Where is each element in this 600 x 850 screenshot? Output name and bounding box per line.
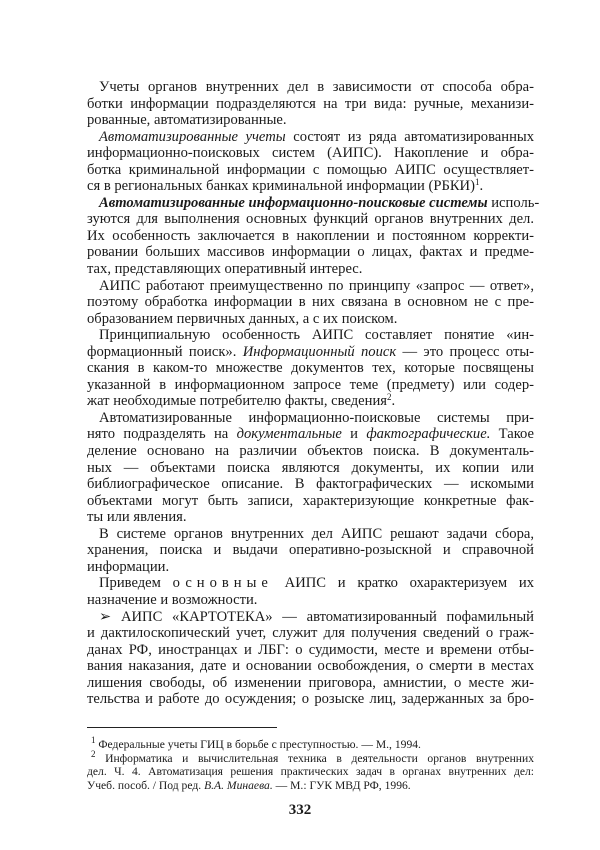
text-line xyxy=(87,460,534,477)
text-line xyxy=(87,327,534,344)
text-segment: ботки информации подразделяются на три вида: ручные, механизи- xyxy=(87,95,534,112)
text-segment: Их особенность заключается в накоплении и постоянном корректи- xyxy=(87,227,534,244)
text-segment: Информационный поиск xyxy=(242,343,397,360)
text-segment: Приведем xyxy=(99,575,173,592)
text-segment: Автоматизированные информационно-поисковые системы при- xyxy=(99,409,534,426)
text-segment: состоят из ряда автоматизированных xyxy=(285,128,535,145)
text-segment: информации. xyxy=(87,558,170,575)
text-line xyxy=(87,609,534,626)
text-line xyxy=(87,162,534,179)
text-line xyxy=(87,559,534,576)
text-segment: — М.: ГУК МВД РФ, 1996. xyxy=(272,778,411,792)
text-segment: нято подразделять на xyxy=(87,426,237,443)
text-line xyxy=(87,509,534,526)
text-segment: и дактилоскопический учет, служит для получения сведений о граж- xyxy=(87,625,534,642)
text-segment: . xyxy=(391,393,396,410)
text-segment: ровании больших массивов информации о лицах, фактах и предме- xyxy=(87,244,534,261)
text-line xyxy=(87,625,534,642)
paragraph xyxy=(87,278,534,328)
footnote xyxy=(87,748,534,793)
text-line xyxy=(87,228,534,245)
text-line xyxy=(87,112,534,129)
text-segment: указанной в информационном запросе теме (предмету) или содер- xyxy=(87,376,534,393)
text-segment: данах РФ, иностранцах и ЛБГ: о судимости, месте и времени отбы- xyxy=(87,641,534,658)
text-line xyxy=(87,779,534,793)
text-segment: В.А. Минаева. xyxy=(204,778,273,792)
paragraph xyxy=(87,609,534,708)
text-line xyxy=(87,311,534,328)
text-line xyxy=(87,542,534,559)
text-segment: ных — объектами поиска являются документы, их копии или xyxy=(87,459,534,476)
text-segment: ➢ АИПС «КАРТОТЕКА» — автоматизированный пофамильный xyxy=(99,608,534,625)
text-line xyxy=(87,575,534,592)
text-segment: лишения свободы, об изменении приговора, амнистии, о месте жи- xyxy=(87,674,534,691)
text-line xyxy=(87,642,534,659)
text-segment: В системе органов внутренних дел АИПС решают задачи сбора, xyxy=(99,525,534,542)
text-segment: скания в каком-то множестве документов тех, которые посвящены xyxy=(87,360,534,377)
text-line xyxy=(87,410,534,427)
text-line xyxy=(87,360,534,377)
footnote-ref: 1 xyxy=(474,177,480,188)
text-line xyxy=(87,145,534,162)
footnote xyxy=(87,735,534,752)
text-segment: Такое xyxy=(490,426,535,443)
paragraph xyxy=(87,129,534,195)
text-segment: деление основано на различии объектов поиска. В документаль- xyxy=(87,443,534,460)
text-segment: и xyxy=(341,426,367,443)
text-segment: формационный поиск». xyxy=(87,343,243,360)
text-line xyxy=(87,79,534,96)
text-line xyxy=(87,178,534,195)
footnote-separator xyxy=(87,727,277,728)
text-segment: ботка криминальной информации с помощью АИПС осуществляет- xyxy=(87,161,534,178)
text-line xyxy=(87,675,534,692)
paragraph xyxy=(87,410,534,526)
text-segment: жат необходимые потребителю факты, сведения xyxy=(87,393,387,410)
text-segment: Федеральные учеты ГИЦ в борьбе с преступностью. — М., 1994. xyxy=(95,738,421,751)
text-line xyxy=(87,426,534,443)
text-line xyxy=(87,278,534,295)
text-line xyxy=(87,344,534,361)
text-segment: ся в региональных банках криминальной информации (РБКИ) xyxy=(87,178,475,195)
text-line xyxy=(87,748,534,766)
text-segment: . xyxy=(479,178,484,195)
text-line xyxy=(87,129,534,146)
text-segment: зуются для выполнения основных функций органов внутренних дел. xyxy=(87,211,534,228)
text-line xyxy=(87,261,534,278)
paragraph xyxy=(87,194,540,278)
text-segment: Информатика и вычислительная техника в деятельности органов внутренних xyxy=(95,751,534,765)
text-line xyxy=(87,393,534,410)
text-line xyxy=(87,443,534,460)
text-line xyxy=(87,194,540,212)
footnotes xyxy=(87,735,534,792)
text-segment: фактографические. xyxy=(366,426,491,443)
text-segment: исполь- xyxy=(487,194,540,211)
text-line xyxy=(87,592,534,609)
text-segment: тах, представляющих оперативный интерес. xyxy=(87,261,363,278)
text-segment: назначение и возможности. xyxy=(87,591,258,608)
text-segment: АИПС и кратко охарактеризуем их xyxy=(272,575,534,592)
footnote-ref: 2 xyxy=(91,748,96,759)
text-line xyxy=(87,244,534,261)
paragraph xyxy=(87,79,534,129)
paragraph xyxy=(87,327,534,410)
text-segment: рованные, автоматизированные. xyxy=(87,112,287,129)
text-segment: дел. Ч. 4. Автоматизация решения практических задач в органах внутренних дел: xyxy=(87,765,534,779)
text-line xyxy=(87,735,534,752)
text-segment: — это процесс оты- xyxy=(396,343,534,360)
text-segment: вания наказания, дате и основании освобождения, о смерти в местах xyxy=(87,658,534,675)
footnote-ref: 2 xyxy=(386,392,392,403)
text-segment: образованием первичных данных, а с их поиском. xyxy=(87,310,398,327)
paragraph xyxy=(87,575,534,608)
footnote-ref: 1 xyxy=(91,735,96,745)
text-line xyxy=(87,211,534,228)
text-segment: поэтому обработка информации в них связана в основном не с пре- xyxy=(87,294,534,311)
body-text xyxy=(87,79,540,708)
text-segment: информационно-поисковых систем (АИПС). Накопление и обра- xyxy=(87,145,534,162)
text-segment: Автоматизированные информационно-поисковые системы xyxy=(99,194,488,211)
text-line xyxy=(87,658,534,675)
text-segment: АИПС работают преимущественно по принципу «запрос — ответ», xyxy=(99,277,534,294)
text-segment: документальные xyxy=(236,426,342,443)
text-line xyxy=(87,691,534,708)
paragraph xyxy=(87,526,534,576)
text-segment: Автоматизированные учеты xyxy=(99,128,286,145)
text-line xyxy=(87,294,534,311)
text-segment: тельства и работе до осуждения; о розыске лиц, задержанных за бро- xyxy=(87,691,534,708)
text-segment: Учеб. пособ. / Под ред. xyxy=(87,778,205,792)
text-line xyxy=(87,765,534,779)
text-line xyxy=(87,96,534,113)
text-segment: Учеты органов внутренних дел в зависимости от способа обра- xyxy=(99,79,534,95)
page-number: 332 xyxy=(288,802,312,818)
text-segment: ты или явления. xyxy=(87,509,187,526)
text-line xyxy=(87,377,534,394)
text-line xyxy=(87,493,534,510)
text-line xyxy=(87,526,534,543)
text-segment: объектами могут быть записи, характеризующие конкретные фак- xyxy=(87,492,534,509)
text-segment: библиографическое описание. В фактографических — искомыми xyxy=(87,476,534,493)
text-segment: хранения, поиска и выдачи оперативно-розыскной и справочной xyxy=(87,542,534,559)
text-line xyxy=(87,476,534,493)
text-segment: основные xyxy=(172,575,273,592)
text-segment: Принципиальную особенность АИПС составляет понятие «ин- xyxy=(99,327,534,344)
